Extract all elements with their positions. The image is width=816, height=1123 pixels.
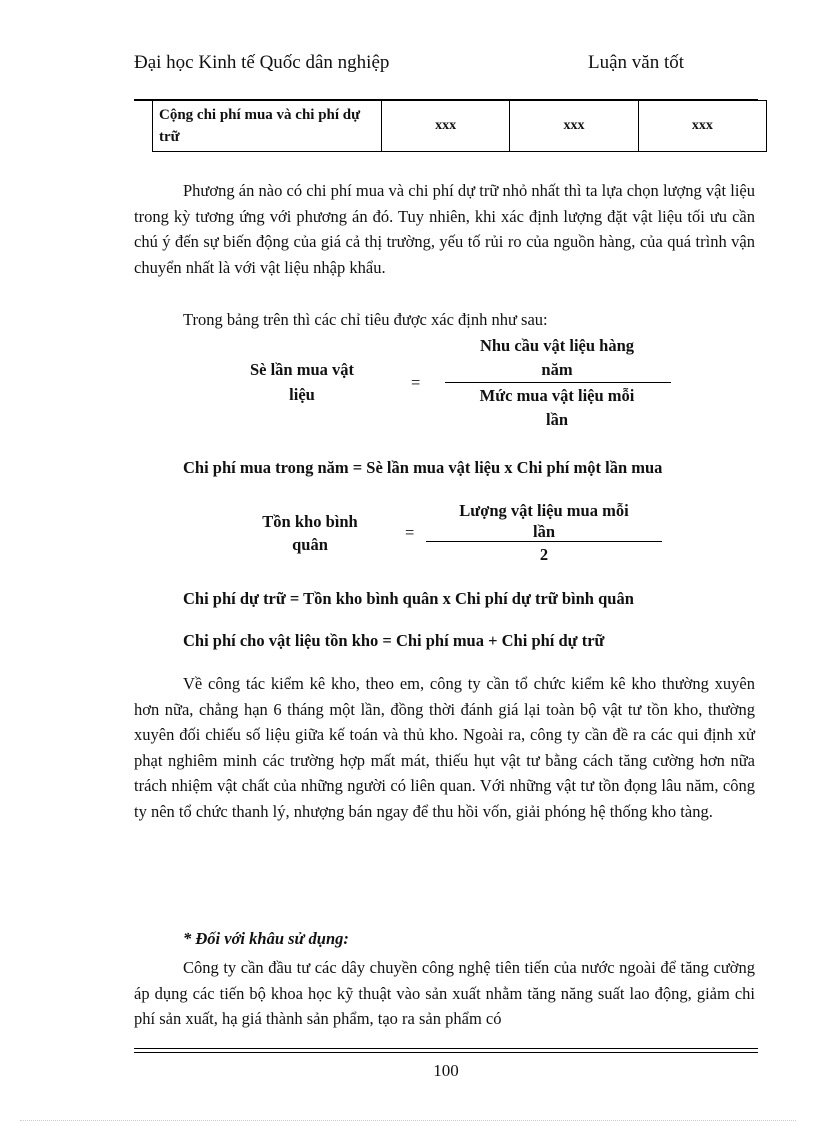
formula1-numerator-line1: Nhu cầu vật liệu hàng: [479, 336, 635, 355]
formula1-denominator-line1: Mức mua vật liệu mỗi: [479, 386, 635, 405]
table-cell: xxx: [510, 101, 638, 152]
formula3-lhs-line2: quân: [292, 535, 328, 554]
formula2: Chi phí mua trong năm = Sè lần mua vật liệu x Chi phí một lần mua: [183, 458, 663, 477]
formula3-lhs-line1: Tồn kho bình: [262, 512, 358, 531]
paragraph-3: Về công tác kiểm kê kho, theo em, công ty cần tổ chức kiểm kê kho thường xuyên hơn nữa, chẳng hạn 6 tháng một lần, đồng thời đánh giá lại toàn bộ vật tư tồn kho, thường xuyên đối chiếu số liệu giữa kế toán và thủ kho. Ngoài ra, công ty cần đề ra các qui định xử phạt nghiêm minh các trường hợp mất mát, thiếu hụt vật tư bằng cách tăng cường hơn nữa trách nhiệm vật chất của những người có liên quan. Với những vật tư tồn đọng lâu năm, công ty nên tổ chức thanh lý, nhượng bán ngay để thu hồi vốn, giải phóng hệ thống kho tàng.: [134, 674, 755, 821]
table-cell: xxx: [638, 101, 766, 152]
formula3-numerator-line2: lần: [532, 522, 555, 541]
table-cell: xxx: [382, 101, 510, 152]
footer-rule-top: [134, 1048, 758, 1049]
table-row-label: Cộng chi phí mua và chi phí dự trữ: [153, 101, 382, 152]
paragraph-1: Phương án nào có chi phí mua và chi phí dự trữ nhỏ nhất thì ta lựa chọn lượng vật liệu trong kỳ tương ứng với phương án đó. Tuy nhiên, khi xác định lượng đặt vật liệu tối ưu cần chú ý đến sự biến động của giá cả thị trường, yếu tố rủi ro của nguồn hàng, của quá trình vận chuyển nhất là với vật liệu nhập khẩu.: [134, 181, 755, 277]
formula1-numerator-line2: năm: [541, 360, 573, 379]
formula1-equals: =: [411, 373, 421, 392]
footer-rule-bottom: [134, 1052, 758, 1053]
formula1-denominator-line2: lần: [545, 410, 568, 429]
formula3-denominator: 2: [539, 545, 549, 564]
section-heading: * Đối với khâu sử dụng:: [183, 929, 349, 948]
page-edge-divider: [20, 1120, 796, 1121]
formula1-lhs-line1: Sè lần mua vật: [249, 360, 355, 379]
header-right-title: Luận văn tốt: [588, 52, 685, 73]
page-number: 100: [433, 1061, 459, 1080]
paragraph-2: Trong bảng trên thì các chỉ tiêu được xác định như sau:: [183, 310, 548, 329]
formula1-lhs-line2: liệu: [289, 385, 315, 404]
formula3-numerator-line1: Lượng vật liệu mua mỗi: [459, 501, 629, 520]
formula5: Chi phí cho vật liệu tồn kho = Chi phí mua + Chi phí dự trữ: [183, 631, 605, 650]
paragraph-4: Công ty cần đầu tư các dây chuyền công nghệ tiên tiến của nước ngoài để tăng cường áp dụng các tiến bộ khoa học kỹ thuật vào sản xuất nhằm tăng năng suất lao động, giảm chi phí sản xuất, hạ giá thành sản phẩm, tạo ra sản phẩm có: [134, 958, 755, 1028]
formula3-equals: =: [405, 523, 415, 542]
header-left-title: Đại học Kinh tế Quốc dân nghiệp: [134, 52, 390, 73]
table-row: [153, 101, 767, 152]
formula4: Chi phí dự trữ = Tồn kho bình quân x Chi phí dự trữ bình quân: [183, 589, 634, 608]
cost-table: [152, 100, 767, 152]
